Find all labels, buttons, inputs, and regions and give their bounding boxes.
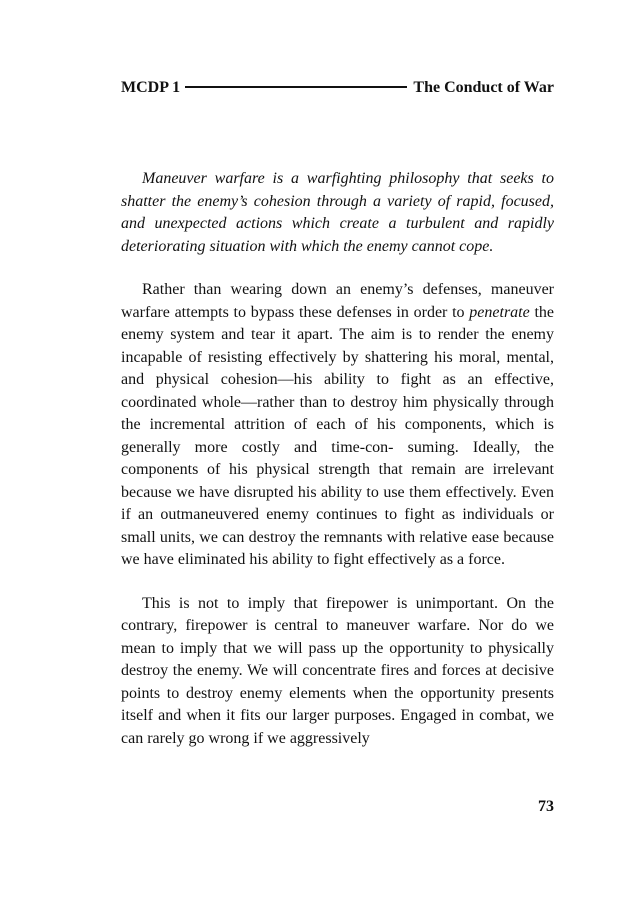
header-rule	[185, 86, 407, 88]
paragraph-firepower: This is not to imply that firepower is unimportant. On the contrary, firepower is central to maneuver warfare. Nor do we mean to imply that we will pass up the opportunity to physically destroy the enemy. We will concentrate fires and forces at decisive points to destroy enemy elements when the opportunity presents itself and when it fits our larger purposes. Engaged in combat, we can rarely go wrong if we aggressively	[121, 594, 554, 747]
paragraph-text-part: the enemy system and tear it apart. The aim is to render the enemy incapable of resisting effectively by shattering his moral, mental, and physical cohesion—his ability to fight as an effective, coordinated whole—rather than to destroy him physically through the incremental attrition of each of his components, which is generally more costly and time-con- suming. Ideally, the components of his physical strength that remain are irrelevant because we have disrupted his ability to use them effectively. Even if an outmaneuvered enemy continues to fight as individuals or small units, we can destroy the remnants with relative ease because we have eliminated his ability to fight effectively as a force.	[121, 303, 555, 568]
paragraph-maneuver-aim	[121, 279, 554, 572]
emphasis-word: penetrate	[469, 303, 530, 321]
running-header	[121, 77, 554, 99]
paragraph-text-part: Rather than wearing down an enemy’s defenses, maneuver warfare attempts to bypass these defenses in order to	[121, 281, 554, 321]
paragraph-definition: Maneuver warfare is a warfighting philosophy that seeks to shatter the enemy’s cohesion through a variety of rapid, focused, and unexpected actions which create a turbulent and rapidly deteriorating situation with which the enemy cannot cope.	[121, 170, 554, 255]
page-number: 73	[538, 798, 554, 815]
paragraph-spacer	[121, 258, 554, 279]
body-text	[121, 168, 554, 750]
paragraph-spacer	[121, 572, 554, 593]
header-chapter-title: The Conduct of War	[413, 79, 554, 96]
header-publication-id: MCDP 1	[121, 79, 181, 96]
